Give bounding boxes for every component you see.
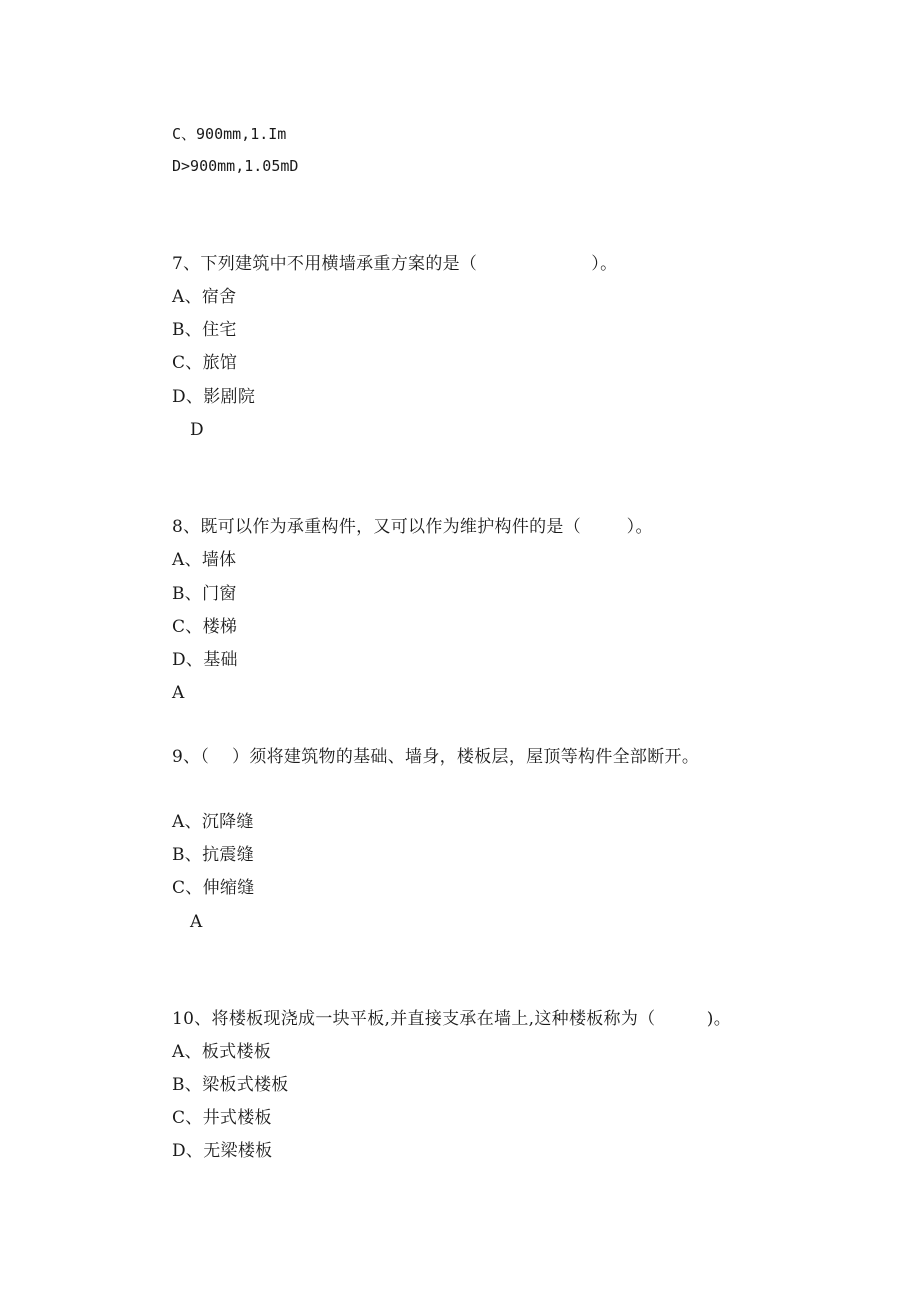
q7-stem: 7、下列建筑中不用横墙承重方案的是（ ）。 [172, 254, 618, 274]
q9-answer: A [190, 912, 203, 932]
q9-option-c: C、伸缩缝 [172, 878, 255, 898]
q9-stem: 9、（ ）须将建筑物的基础、墙身，楼板层，屋顶等构件全部断开。 [172, 747, 700, 767]
q9-option-b: B、抗震缝 [172, 845, 254, 865]
q9-option-a: A、沉降缝 [172, 812, 254, 832]
q8-option-a: A、墙体 [172, 550, 237, 570]
q10-option-a: A、板式楼板 [172, 1042, 272, 1062]
q10-stem: 10、将楼板现浇成一块平板,并直接支承在墙上,这种楼板称为（ )。 [172, 1009, 732, 1029]
q8-option-c: C、楼梯 [172, 617, 238, 637]
q6-option-d: D>900mm,1.05mD [172, 157, 299, 175]
q8-stem: 8、既可以作为承重构件，又可以作为维护构件的是（ ）。 [172, 517, 653, 537]
q7-option-c: C、旅馆 [172, 353, 238, 373]
q7-answer: D [190, 420, 204, 440]
q6-option-c: C、900mm,1.Im [172, 125, 287, 143]
q8-option-d: D、基础 [172, 650, 238, 670]
q8-option-b: B、门窗 [172, 584, 237, 604]
q7-option-b: B、住宅 [172, 320, 237, 340]
q8-answer: A [172, 683, 185, 703]
q10-option-d: D、无梁楼板 [172, 1141, 273, 1161]
q10-option-c: C、井式楼板 [172, 1108, 272, 1128]
q7-option-a: A、宿舍 [172, 287, 237, 307]
q7-option-d: D、影剧院 [172, 387, 256, 407]
q10-option-b: B、梁板式楼板 [172, 1075, 289, 1095]
